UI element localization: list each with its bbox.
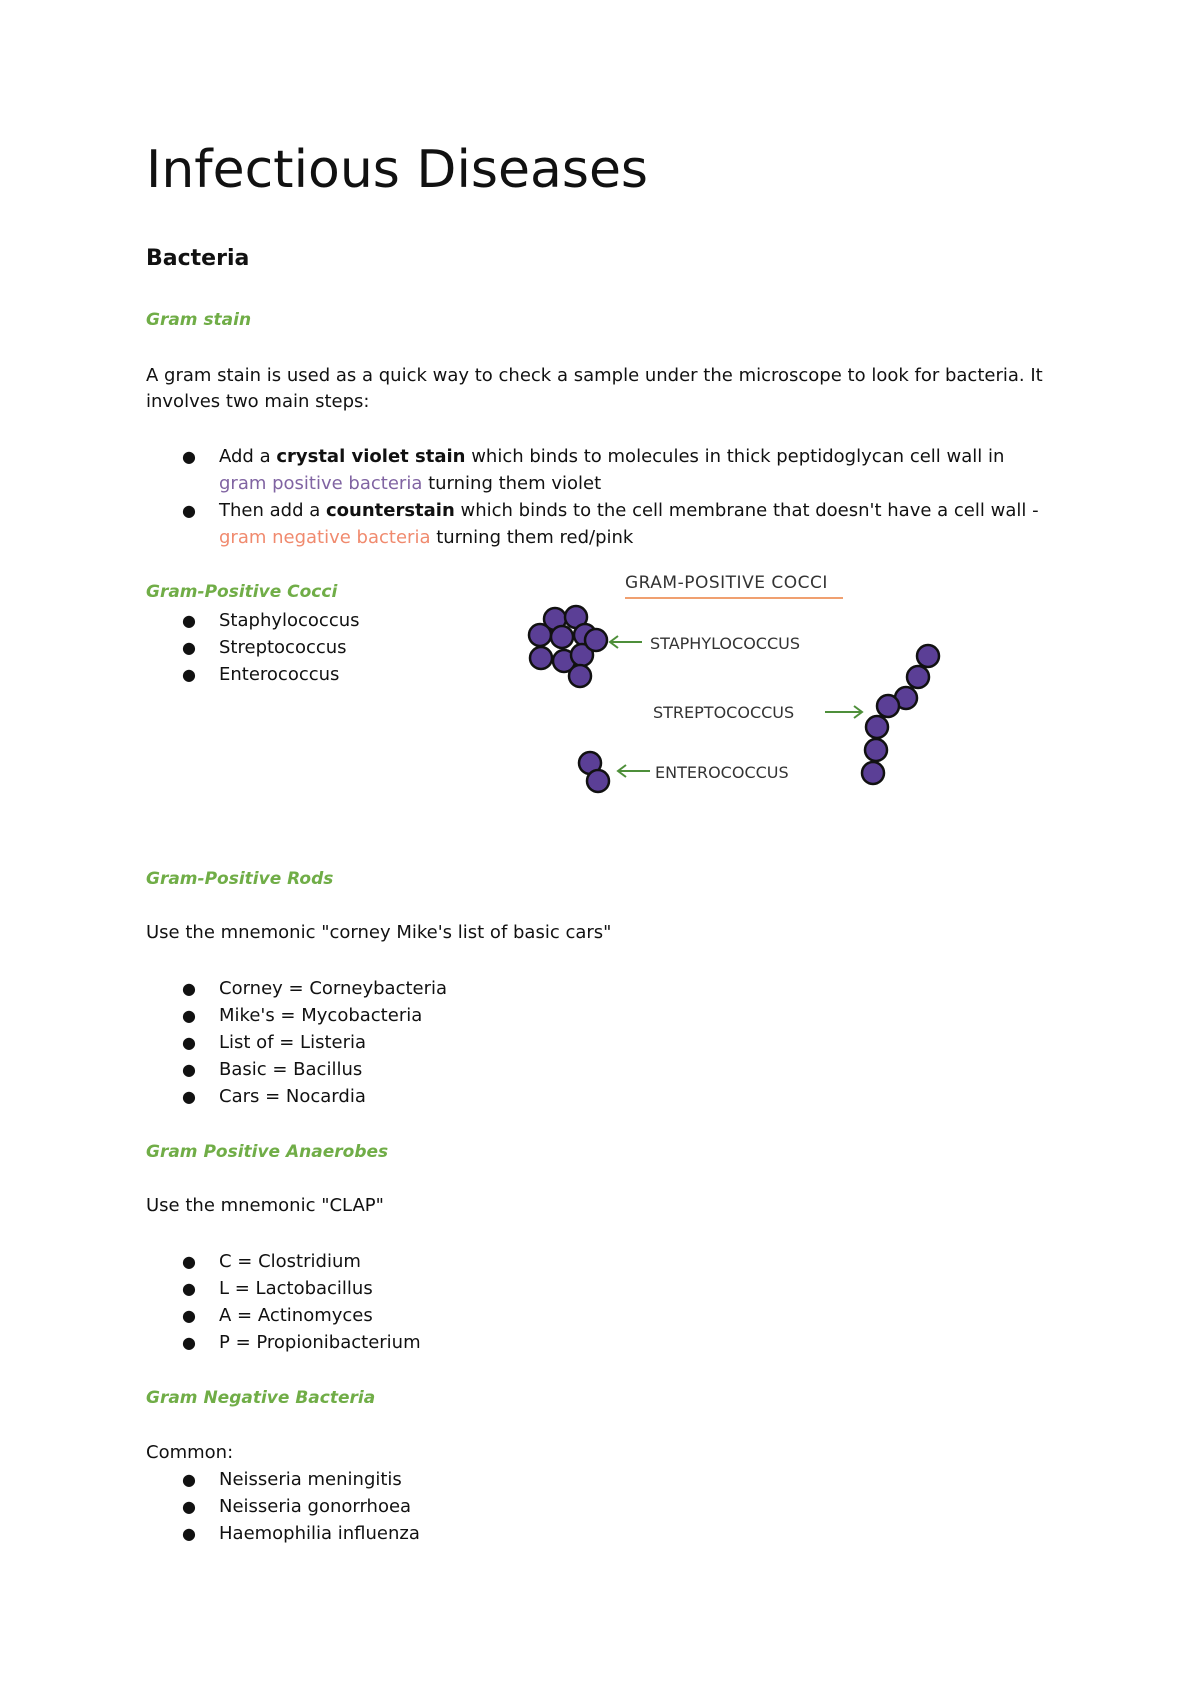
cell xyxy=(917,645,939,667)
rods-list xyxy=(146,975,447,1110)
bullet-icon: ● xyxy=(182,1279,196,1298)
streptococcus-chain xyxy=(862,645,939,784)
cell xyxy=(907,666,929,688)
arrow-icon xyxy=(825,706,862,718)
bullet-icon: ● xyxy=(182,1252,196,1271)
bullet-icon: ● xyxy=(182,1087,196,1106)
gram-positive-term: gram positive bacteria xyxy=(219,473,423,494)
gram-stain-intro: A gram stain is used as a quick way to check a sample under the microscope to look for bacteria. It involves two main steps: xyxy=(146,365,1043,412)
diagram-title: GRAM-POSITIVE COCCI xyxy=(625,573,828,593)
list-item: ● Enterococcus xyxy=(146,661,360,688)
cell xyxy=(569,665,591,687)
list-item: ● List of = Listeria xyxy=(146,1029,447,1056)
list-item: ● Cars = Nocardia xyxy=(146,1083,447,1110)
arrow-icon xyxy=(610,636,642,648)
bullet-icon: ● xyxy=(182,447,196,466)
bullet-icon: ● xyxy=(182,611,196,630)
list-item: ● P = Propionibacterium xyxy=(146,1329,421,1356)
cocci-list xyxy=(146,607,360,688)
common-label: Common: xyxy=(146,1442,234,1463)
cell xyxy=(587,770,609,792)
anaerobes-mnemonic: Use the mnemonic "CLAP" xyxy=(146,1195,384,1216)
list-item: ● C = Clostridium xyxy=(146,1248,421,1275)
rods-mnemonic: Use the mnemonic "corney Mike's list of basic cars" xyxy=(146,922,612,943)
label-staphylococcus: STAPHYLOCOCCUS xyxy=(650,634,800,653)
gram-negative-term: gram negative bacteria xyxy=(219,527,431,548)
cell xyxy=(865,739,887,761)
staphylococcus-cluster xyxy=(529,606,607,687)
enterococcus-pair xyxy=(579,752,609,792)
bullet-icon: ● xyxy=(182,1470,196,1489)
list-item: ● Haemophilia influenza xyxy=(146,1520,420,1547)
counterstain-term: counterstain xyxy=(325,500,455,521)
gram-positive-cocci-diagram xyxy=(510,565,970,800)
cell xyxy=(862,762,884,784)
list-item: ● A = Actinomyces xyxy=(146,1302,421,1329)
cell xyxy=(551,626,573,648)
list-item: ● Corney = Corneybacteria xyxy=(146,975,447,1002)
bullet-icon: ● xyxy=(182,665,196,684)
cell xyxy=(530,647,552,669)
heading-gram-positive-anaerobes: Gram Positive Anaerobes xyxy=(146,1142,389,1162)
list-item: ● Neisseria meningitis xyxy=(146,1466,420,1493)
section-heading-bacteria: Bacteria xyxy=(146,246,250,271)
list-item: ● Staphylococcus xyxy=(146,607,360,634)
cell xyxy=(866,716,888,738)
anaerobes-list xyxy=(146,1248,421,1356)
cell xyxy=(877,695,899,717)
bullet-icon: ● xyxy=(182,1524,196,1543)
gram-negative-list xyxy=(146,1466,420,1547)
bullet-icon: ● xyxy=(182,501,196,520)
crystal-violet-term: crystal violet stain xyxy=(276,446,466,467)
label-enterococcus: ENTEROCOCCUS xyxy=(655,763,789,782)
page-title: Infectious Diseases xyxy=(146,140,649,200)
bullet-icon: ● xyxy=(182,1333,196,1352)
bullet-icon: ● xyxy=(182,1497,196,1516)
list-item: ● L = Lactobacillus xyxy=(146,1275,421,1302)
list-item: ● Add a crystal violet stain which binds to molecules in thick peptidoglycan cell wall in gram positive bacteria turning them violet xyxy=(146,443,1046,497)
heading-gram-positive-cocci: Gram-Positive Cocci xyxy=(146,582,338,602)
list-item: ● Then add a counterstain which binds to the cell membrane that doesn't have a cell wall - gram negative bacteria turning them red/pink xyxy=(146,497,1046,551)
heading-gram-stain: Gram stain xyxy=(146,310,252,330)
list-item: ● Mike's = Mycobacteria xyxy=(146,1002,447,1029)
gram-stain-steps xyxy=(146,443,1046,551)
bullet-icon: ● xyxy=(182,1033,196,1052)
arrow-icon xyxy=(618,765,650,777)
heading-gram-negative-bacteria: Gram Negative Bacteria xyxy=(146,1388,376,1408)
bullet-icon: ● xyxy=(182,1306,196,1325)
list-item: ● Streptococcus xyxy=(146,634,360,661)
list-item: ● Basic = Bacillus xyxy=(146,1056,447,1083)
cell xyxy=(585,629,607,651)
bullet-icon: ● xyxy=(182,979,196,998)
bullet-icon: ● xyxy=(182,1060,196,1079)
list-item: ● Neisseria gonorrhoea xyxy=(146,1493,420,1520)
heading-gram-positive-rods: Gram-Positive Rods xyxy=(146,869,334,889)
label-streptococcus: STREPTOCOCCUS xyxy=(653,703,795,722)
bullet-icon: ● xyxy=(182,638,196,657)
bullet-icon: ● xyxy=(182,1006,196,1025)
cell xyxy=(529,624,551,646)
